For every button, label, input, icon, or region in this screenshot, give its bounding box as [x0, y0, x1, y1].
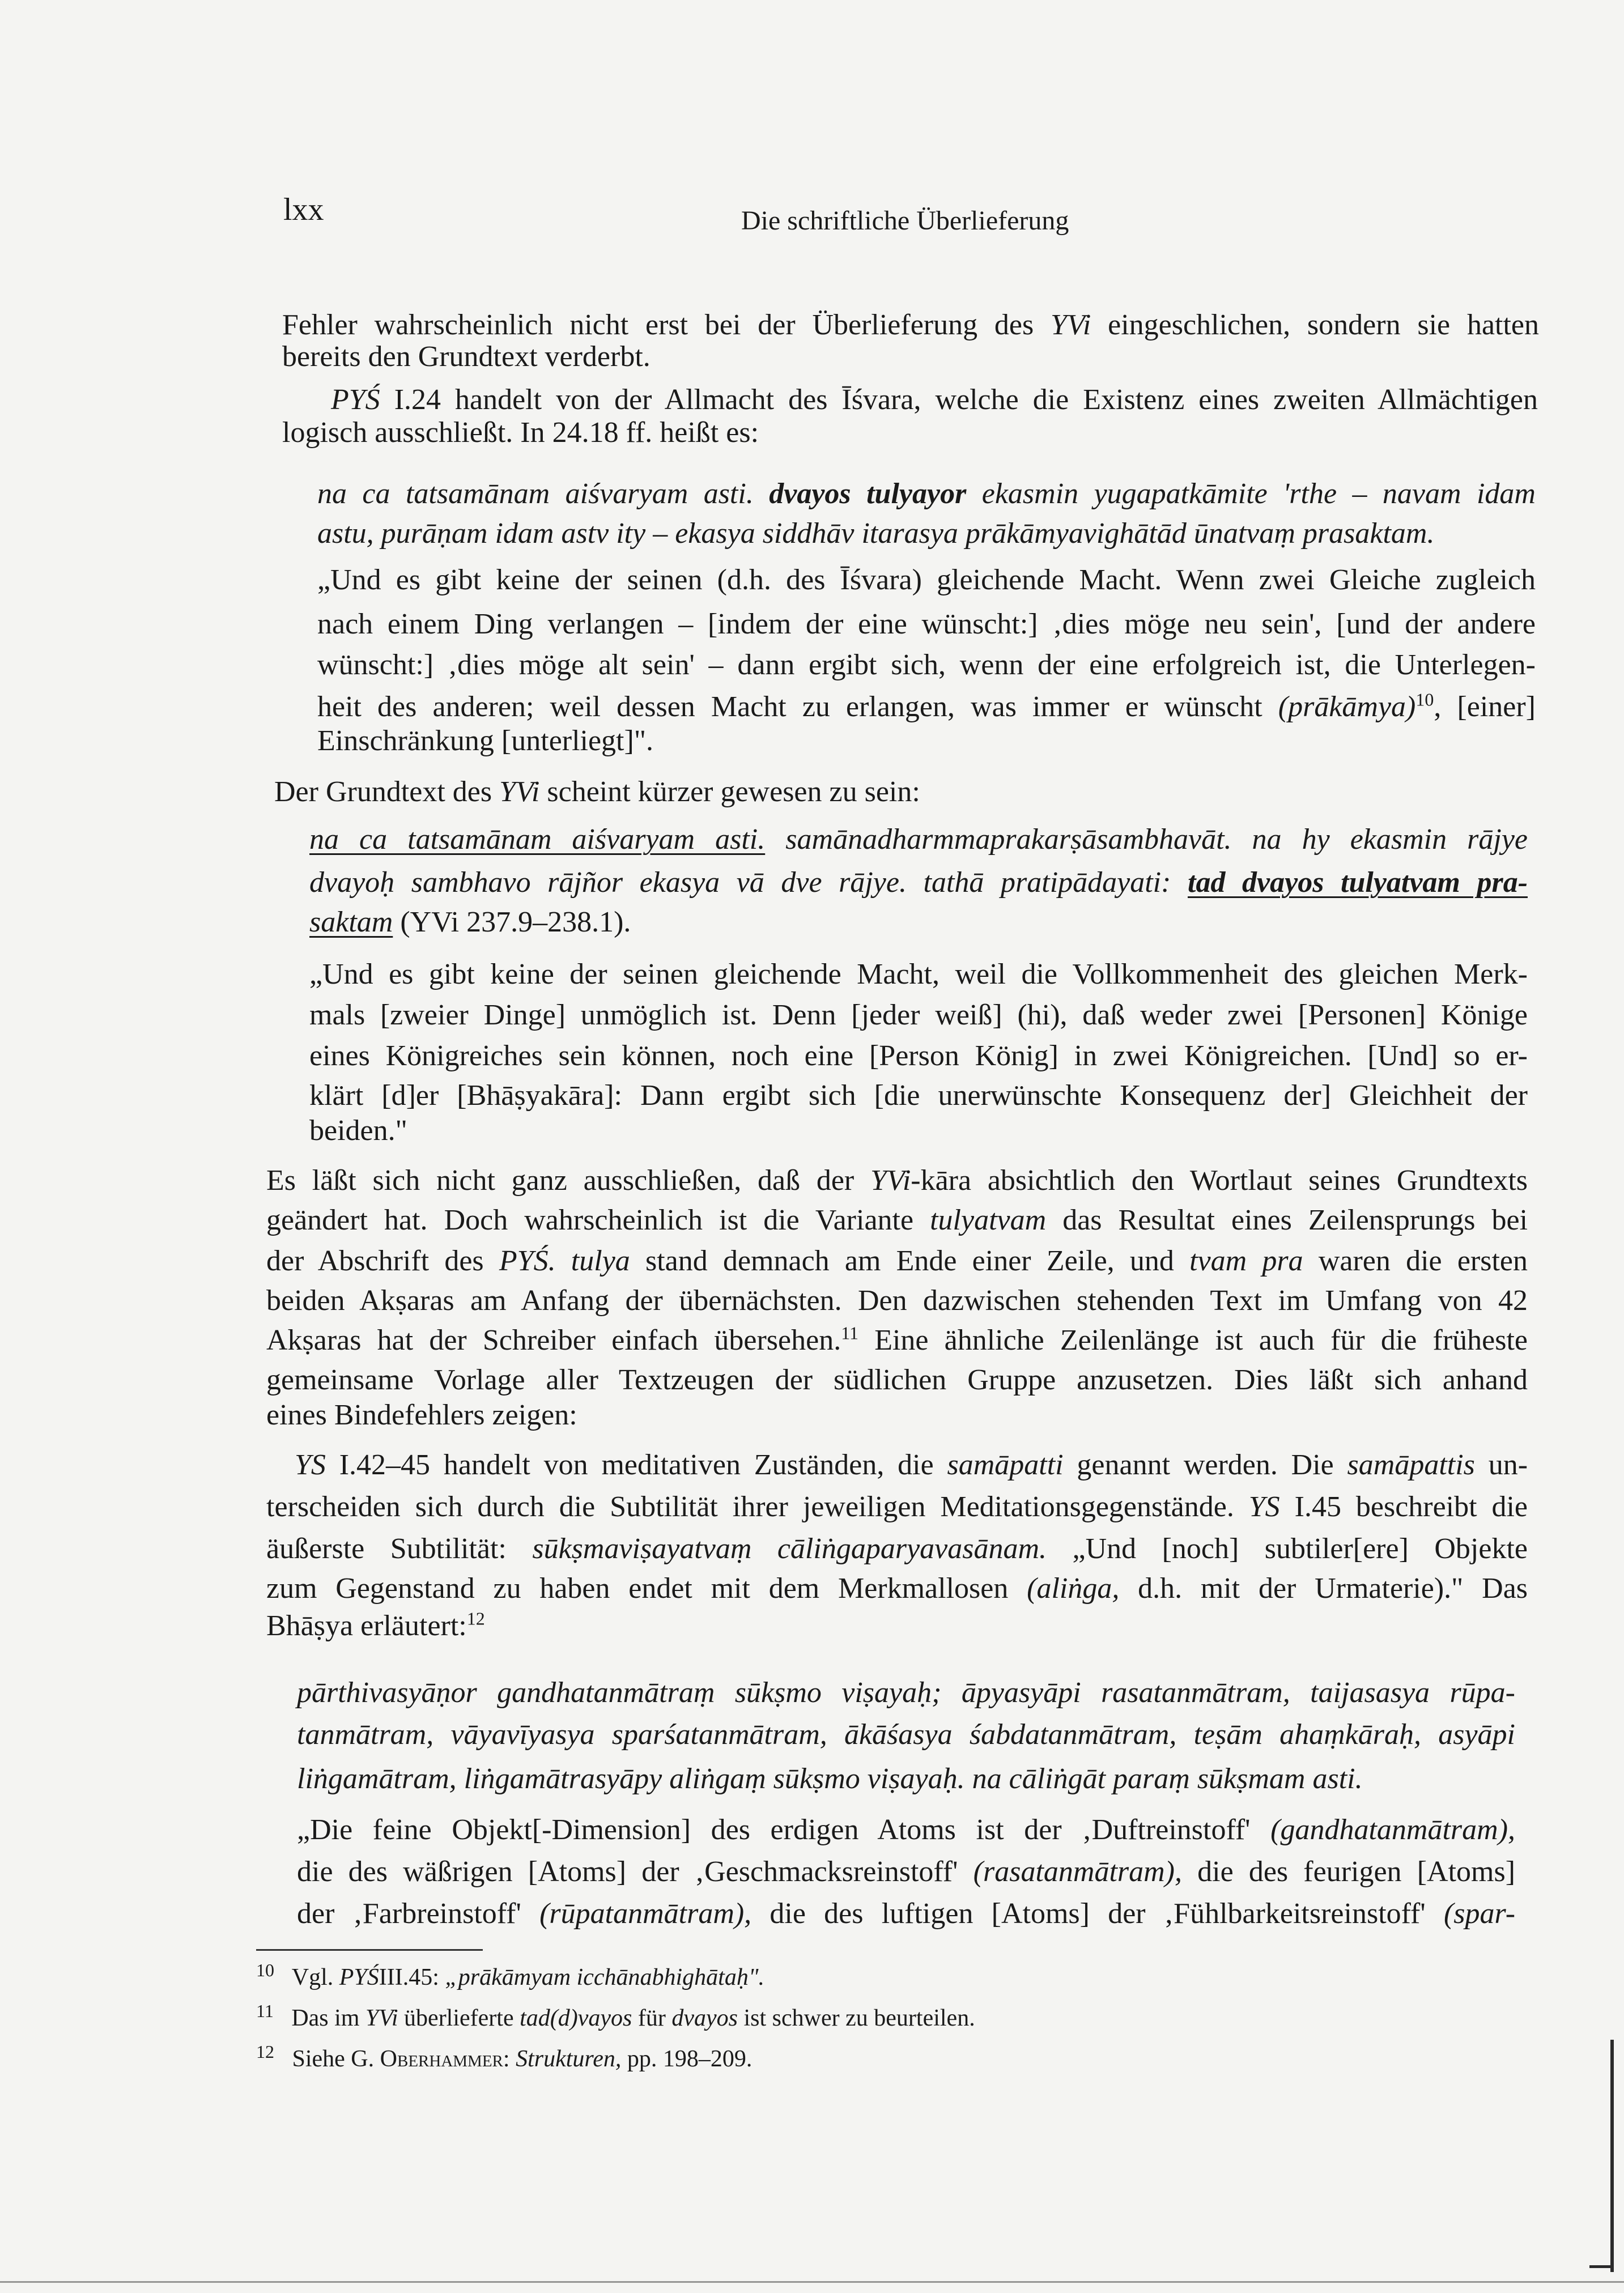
- scan-edge-mark: [1610, 2040, 1614, 2272]
- translation-line: „Und es gibt keine der seinen (d.h. des Īśvara) gleichende Macht. Wenn zwei Gleiche zugleich: [317, 564, 1536, 596]
- sanskrit-line: liṅgamātram, liṅgamātrasyāpy aliṅgaṃ sūkṣmo viṣayaḥ. na cāliṅgāt paraṃ sūkṣmam asti.: [297, 1763, 1363, 1795]
- text-line: PYŚ I.24 handelt von der Allmacht des Īśvara, welche die Existenz eines zweiten Allmächtigen: [331, 384, 1538, 416]
- translation-line: eines Königreiches sein können, noch eine [Person König] in zwei Königreichen. [Und] so er-: [309, 1040, 1528, 1072]
- text-line: eines Bindefehlers zeigen:: [266, 1399, 577, 1431]
- sanskrit-line: na ca tatsamānam aiśvaryam asti. dvayos tulyayor ekasmin yugapatkāmite 'rthe – navam idam: [317, 478, 1536, 510]
- sanskrit-line: na ca tatsamānam aiśvaryam asti. samānadharmmaprakarṣāsambhavāt. na hy ekasmin rājye: [309, 823, 1528, 856]
- text-line: äußerste Subtilität: sūkṣmaviṣayatvaṃ cāliṅgaparyavasānam. „Und [noch] subtiler[ere] Objekte: [266, 1533, 1528, 1565]
- translation-line: „Die feine Objekt[-Dimension] des erdigen Atoms ist der ‚Duftreinstoff' (gandhatanmātram),: [297, 1814, 1516, 1846]
- scan-edge-tick: [1589, 2265, 1612, 2268]
- translation-line: beiden.": [309, 1114, 407, 1147]
- text-line: YS I.42–45 handelt von meditativen Zuständen, die samāpatti genannt werden. Die samāpattis un-: [295, 1449, 1528, 1481]
- footnote: $^{11}$ Das im YVi überlieferte tad(d)vayos für dvayos ist schwer zu beurteilen.: [256, 2001, 975, 2031]
- translation-line: die des wäßrigen [Atoms] der ‚Geschmacksreinstoff' (rasatanmātram), die des feurigen [Atoms]: [297, 1856, 1516, 1888]
- translation-line: klärt [d]er [Bhāṣyakāra]: Dann ergibt sich [die unerwünschte Konsequenz der] Gleichheit der: [309, 1079, 1528, 1112]
- text-line: zum Gegenstand zu haben endet mit dem Merkmallosen (aliṅga, d.h. mit der Urmaterie)." Das: [266, 1572, 1528, 1605]
- translation-line: heit des anderen; weil dessen Macht zu erlangen, was immer er wünscht (prākāmya)$^{10}$, [einer]: [317, 689, 1536, 723]
- text-line: Der Grundtext des YVi scheint kürzer gewesen zu sein:: [274, 776, 920, 808]
- sanskrit-line: pārthivasyāṇor gandhatanmātraṃ sūkṣmo viṣayaḥ; āpyasyāpi rasatanmātram, taijasasya rūpa-: [297, 1677, 1515, 1709]
- text-line: geändert hat. Doch wahrscheinlich ist die Variante tulyatvam das Resultat eines Zeilensprungs bei: [266, 1204, 1528, 1236]
- text-line: Es läßt sich nicht ganz ausschließen, daß der YVi-kāra absichtlich den Wortlaut seines Grundtexts: [266, 1164, 1528, 1197]
- sanskrit-line: astu, purāṇam idam astv ity – ekasya siddhāv itarasya prākāmyavighātād ūnatvaṃ prasaktam.: [317, 517, 1435, 550]
- page-number: lxx: [283, 192, 324, 227]
- sanskrit-line: tanmātram, vāyavīyasya sparśatanmātram, ākāśasya śabdatanmātram, teṣām ahaṃkāraḥ, asyāpi: [297, 1718, 1515, 1751]
- sanskrit-line: dvayoḥ sambhavo rājñor ekasya vā dve rājye. tathā pratipādayati: tad dvayos tulyatvam pra-: [309, 866, 1528, 899]
- translation-line: Einschränkung [unterliegt]".: [317, 725, 654, 757]
- translation-line: wünscht:] ‚dies möge alt sein' – dann ergibt sich, wenn der eine erfolgreich ist, die Unterlegen-: [317, 649, 1536, 681]
- text-line: der Abschrift des PYŚ. tulya stand demnach am Ende einer Zeile, und tvam pra waren die ersten: [266, 1245, 1528, 1277]
- translation-line: mals [zweier Dinge] unmöglich ist. Denn [jeder weiß] (hi), daß weder zwei [Personen] Könige: [309, 999, 1528, 1031]
- text-line: Fehler wahrscheinlich nicht erst bei der Überlieferung des YVi eingeschlichen, sondern sie hatten: [282, 309, 1540, 341]
- footnote: $^{12}$ Siehe G. Oberhammer: Strukturen, pp. 198–209.: [256, 2041, 753, 2072]
- text-line: terscheiden sich durch die Subtilität ihrer jeweiligen Meditationsgegenstände. YS I.45 beschreibt die: [266, 1491, 1528, 1523]
- text-line: Bhāṣya erläutert:$^{12}$: [266, 1608, 485, 1642]
- text-line: gemeinsame Vorlage aller Textzeugen der südlichen Gruppe anzusetzen. Dies läßt sich anhand: [266, 1364, 1528, 1396]
- text-line: beiden Akṣaras am Anfang der übernächsten. Den dazwischen stehenden Text im Umfang von 42: [266, 1284, 1528, 1317]
- footnote: $^{10}$ Vgl. PYŚIII.45: „prākāmyam icchānabhighātaḥ".: [256, 1960, 764, 1990]
- footnote-rule: [256, 1949, 483, 1951]
- translation-line: nach einem Ding verlangen – [indem der eine wünscht:] ‚dies möge neu sein', [und der andere: [317, 608, 1536, 640]
- text-line: Akṣaras hat der Schreiber einfach übersehen.$^{11}$ Eine ähnliche Zeilenlänge ist auch für die früheste: [266, 1322, 1528, 1356]
- sanskrit-line: saktam (YVi 237.9–238.1).: [309, 906, 631, 938]
- text-line: bereits den Grundtext verderbt.: [282, 341, 651, 373]
- translation-line: „Und es gibt keine der seinen gleichende Macht, weil die Vollkommenheit des gleichen Merk-: [309, 958, 1528, 990]
- running-title: Die schriftliche Überlieferung: [741, 206, 1069, 236]
- translation-line: der ‚Farbreinstoff' (rūpatanmātram), die des luftigen [Atoms] der ‚Fühlbarkeitsreinstoff' (spar-: [297, 1898, 1516, 1930]
- text-line: logisch ausschließt. In 24.18 ff. heißt es:: [282, 416, 759, 449]
- scan-bottom-line: [0, 2281, 1624, 2283]
